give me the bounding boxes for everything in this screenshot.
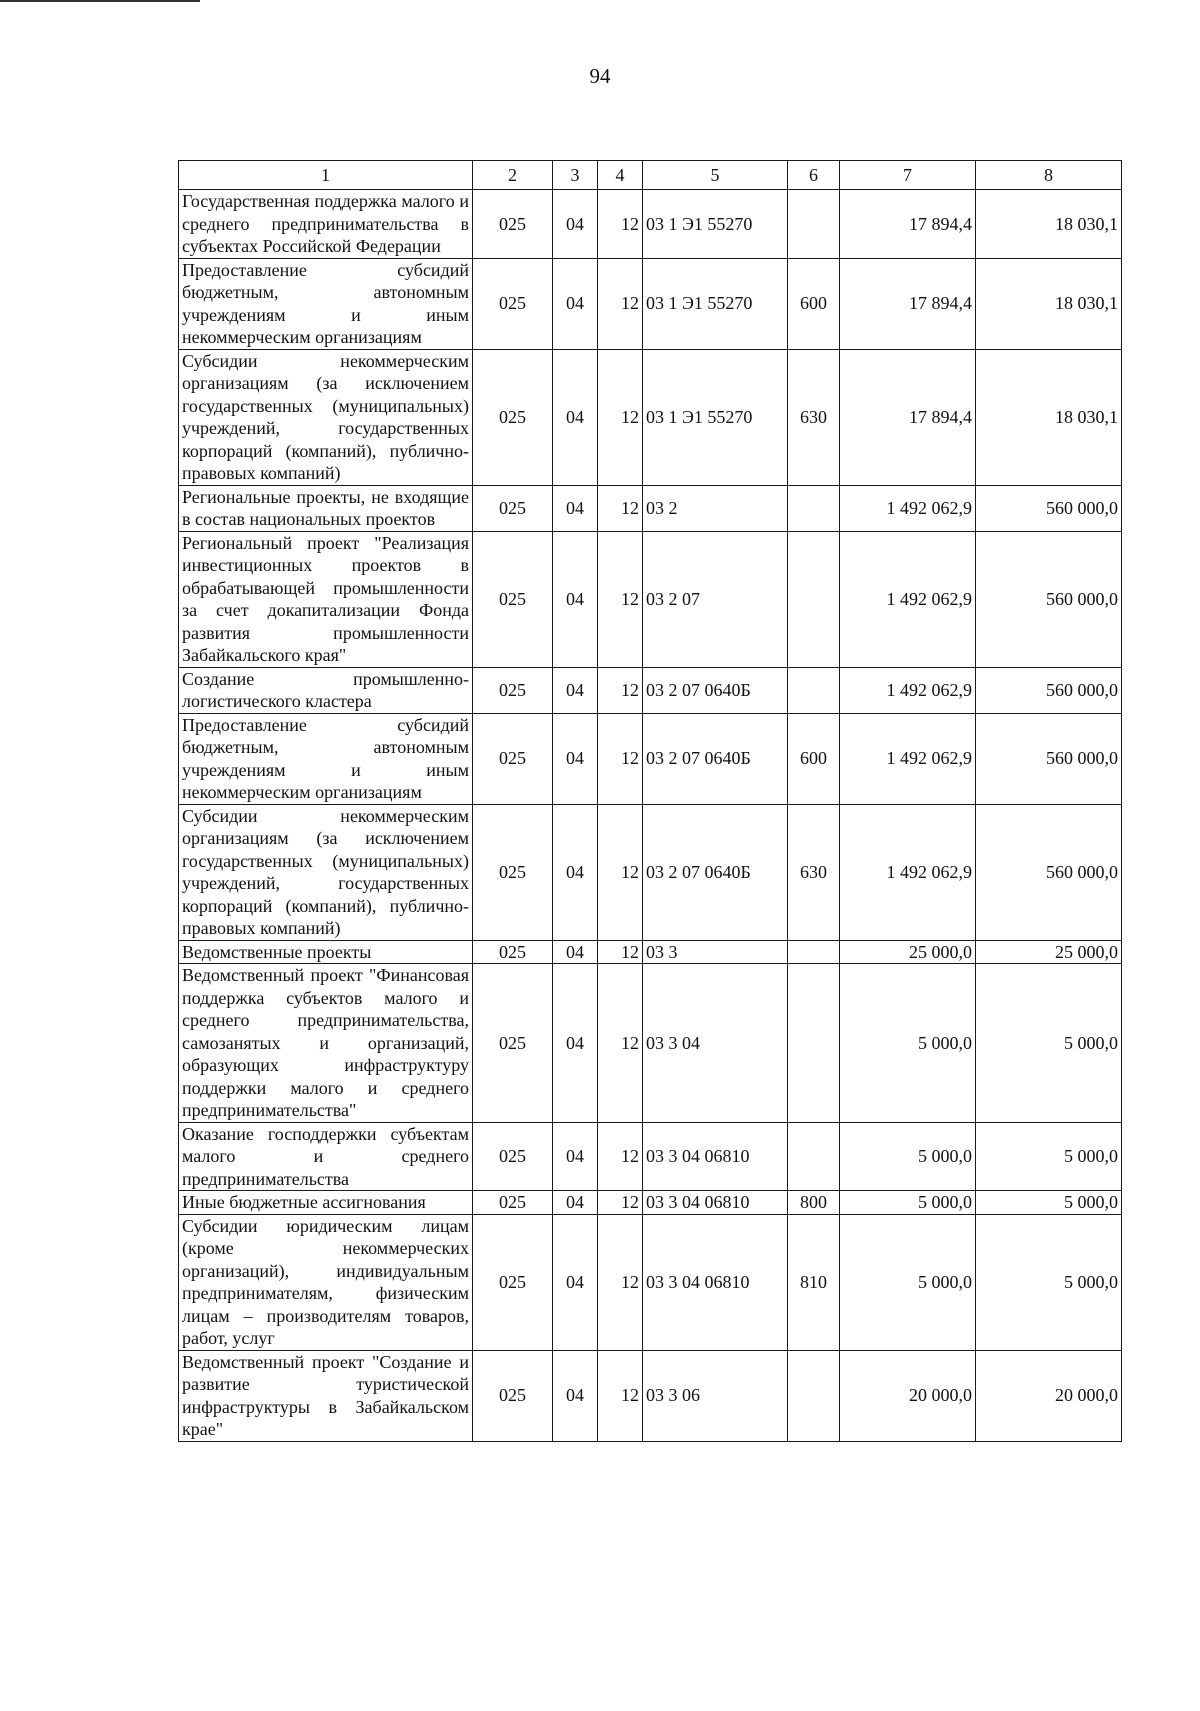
amount-cell: 5 000,0 [976, 1122, 1122, 1191]
target-article-cell: 03 1 Э1 55270 [643, 258, 788, 349]
amount-cell: 1 492 062,9 [840, 485, 976, 531]
target-article-cell: 03 3 04 06810 [643, 1214, 788, 1350]
section-cell: 04 [553, 349, 598, 485]
table-row [179, 258, 1122, 349]
row-name-cell: Создание промышленно-логистического кластера [179, 667, 473, 713]
column-header: 1 [179, 161, 473, 190]
scan-edge-line [0, 0, 200, 2]
section-cell: 04 [553, 940, 598, 964]
subsection-cell: 12 [598, 964, 643, 1123]
target-article-cell: 03 3 06 [643, 1350, 788, 1441]
section-cell: 04 [553, 258, 598, 349]
section-cell: 04 [553, 1350, 598, 1441]
expense-type-cell: 630 [788, 804, 840, 940]
budget-table [178, 160, 1122, 1442]
subsection-cell: 12 [598, 1214, 643, 1350]
table-row [179, 349, 1122, 485]
amount-cell: 560 000,0 [976, 713, 1122, 804]
section-cell: 04 [553, 667, 598, 713]
section-cell: 04 [553, 964, 598, 1123]
target-article-cell: 03 3 04 06810 [643, 1122, 788, 1191]
target-article-cell: 03 2 07 [643, 531, 788, 667]
column-header: 4 [598, 161, 643, 190]
expense-type-cell: 810 [788, 1214, 840, 1350]
expense-type-cell [788, 964, 840, 1123]
amount-cell: 18 030,1 [976, 190, 1122, 259]
amount-cell: 560 000,0 [976, 667, 1122, 713]
subsection-cell: 12 [598, 190, 643, 259]
table-row [179, 531, 1122, 667]
column-header: 3 [553, 161, 598, 190]
amount-cell: 18 030,1 [976, 349, 1122, 485]
amount-cell: 560 000,0 [976, 485, 1122, 531]
section-cell: 04 [553, 713, 598, 804]
subsection-cell: 12 [598, 258, 643, 349]
amount-cell: 1 492 062,9 [840, 804, 976, 940]
row-name-cell: Государственная поддержка малого и среднего предпринимательства в субъектах Российской Федерации [179, 190, 473, 259]
header-row [179, 161, 1122, 190]
row-name-cell: Субсидии некоммерческим организациям (за исключением государственных (муниципальных) учреждений, государственных корпораций (компаний), публично-правовых компаний) [179, 804, 473, 940]
target-article-cell: 03 3 [643, 940, 788, 964]
amount-cell: 5 000,0 [976, 1191, 1122, 1215]
row-name-cell: Региональные проекты, не входящие в состав национальных проектов [179, 485, 473, 531]
row-name-cell: Субсидии некоммерческим организациям (за исключением государственных (муниципальных) учреждений, государственных корпораций (компаний), публично-правовых компаний) [179, 349, 473, 485]
amount-cell: 5 000,0 [976, 1214, 1122, 1350]
code-cell: 025 [473, 258, 553, 349]
amount-cell: 1 492 062,9 [840, 667, 976, 713]
table-row [179, 190, 1122, 259]
code-cell: 025 [473, 713, 553, 804]
target-article-cell: 03 1 Э1 55270 [643, 190, 788, 259]
target-article-cell: 03 2 [643, 485, 788, 531]
section-cell: 04 [553, 485, 598, 531]
expense-type-cell: 800 [788, 1191, 840, 1215]
subsection-cell: 12 [598, 667, 643, 713]
column-header: 5 [643, 161, 788, 190]
amount-cell: 5 000,0 [976, 964, 1122, 1123]
code-cell: 025 [473, 940, 553, 964]
subsection-cell: 12 [598, 531, 643, 667]
table-row [179, 1122, 1122, 1191]
row-name-cell: Ведомственный проект "Финансовая поддержка субъектов малого и среднего предпринимательства, самозанятых и организаций, образующих инфраструктуру поддержки малого и среднего предпринимательства" [179, 964, 473, 1123]
row-name-cell: Ведомственные проекты [179, 940, 473, 964]
subsection-cell: 12 [598, 349, 643, 485]
row-name-cell: Ведомственный проект "Создание и развитие туристической инфраструктуры в Забайкальском крае" [179, 1350, 473, 1441]
table-row [179, 1350, 1122, 1441]
code-cell: 025 [473, 1191, 553, 1215]
amount-cell: 20 000,0 [976, 1350, 1122, 1441]
amount-cell: 560 000,0 [976, 804, 1122, 940]
expense-type-cell: 600 [788, 258, 840, 349]
subsection-cell: 12 [598, 1191, 643, 1215]
table-row [179, 1191, 1122, 1215]
subsection-cell: 12 [598, 485, 643, 531]
target-article-cell: 03 3 04 06810 [643, 1191, 788, 1215]
row-name-cell: Предоставление субсидий бюджетным, автономным учреждениям и иным некоммерческим организациям [179, 713, 473, 804]
section-cell: 04 [553, 1191, 598, 1215]
expense-type-cell [788, 940, 840, 964]
amount-cell: 25 000,0 [976, 940, 1122, 964]
code-cell: 025 [473, 1214, 553, 1350]
code-cell: 025 [473, 1122, 553, 1191]
subsection-cell: 12 [598, 804, 643, 940]
amount-cell: 17 894,4 [840, 349, 976, 485]
code-cell: 025 [473, 1350, 553, 1441]
column-header: 8 [976, 161, 1122, 190]
amount-cell: 5 000,0 [840, 1214, 976, 1350]
target-article-cell: 03 2 07 0640Б [643, 804, 788, 940]
amount-cell: 1 492 062,9 [840, 531, 976, 667]
table-row [179, 485, 1122, 531]
column-header: 6 [788, 161, 840, 190]
expense-type-cell: 630 [788, 349, 840, 485]
table-row [179, 964, 1122, 1123]
code-cell: 025 [473, 804, 553, 940]
amount-cell: 560 000,0 [976, 531, 1122, 667]
subsection-cell: 12 [598, 1122, 643, 1191]
column-header: 2 [473, 161, 553, 190]
column-header: 7 [840, 161, 976, 190]
code-cell: 025 [473, 531, 553, 667]
code-cell: 025 [473, 349, 553, 485]
expense-type-cell [788, 667, 840, 713]
expense-type-cell [788, 1122, 840, 1191]
amount-cell: 5 000,0 [840, 1191, 976, 1215]
expense-type-cell [788, 1350, 840, 1441]
subsection-cell: 12 [598, 1350, 643, 1441]
table-row [179, 804, 1122, 940]
section-cell: 04 [553, 1214, 598, 1350]
page-number: 94 [589, 64, 611, 88]
subsection-cell: 12 [598, 940, 643, 964]
row-name-cell: Региональный проект "Реализация инвестиционных проектов в обрабатывающей промышленности за счет докапитализации Фонда развития промышленности Забайкальского края" [179, 531, 473, 667]
table-row [179, 1214, 1122, 1350]
expense-type-cell [788, 531, 840, 667]
target-article-cell: 03 2 07 0640Б [643, 667, 788, 713]
code-cell: 025 [473, 667, 553, 713]
amount-cell: 20 000,0 [840, 1350, 976, 1441]
amount-cell: 5 000,0 [840, 1122, 976, 1191]
amount-cell: 1 492 062,9 [840, 713, 976, 804]
table-row [179, 940, 1122, 964]
expense-type-cell [788, 190, 840, 259]
amount-cell: 17 894,4 [840, 190, 976, 259]
amount-cell: 18 030,1 [976, 258, 1122, 349]
expense-type-cell: 600 [788, 713, 840, 804]
target-article-cell: 03 3 04 [643, 964, 788, 1123]
amount-cell: 17 894,4 [840, 258, 976, 349]
row-name-cell: Субсидии юридическим лицам (кроме некоммерческих организаций), индивидуальным предпринимателям, физическим лицам – производителям товаров, работ, услуг [179, 1214, 473, 1350]
row-name-cell: Иные бюджетные ассигнования [179, 1191, 473, 1215]
table-row [179, 667, 1122, 713]
code-cell: 025 [473, 190, 553, 259]
target-article-cell: 03 2 07 0640Б [643, 713, 788, 804]
target-article-cell: 03 1 Э1 55270 [643, 349, 788, 485]
table-row [179, 713, 1122, 804]
section-cell: 04 [553, 190, 598, 259]
amount-cell: 5 000,0 [840, 964, 976, 1123]
row-name-cell: Предоставление субсидий бюджетным, автономным учреждениям и иным некоммерческим организациям [179, 258, 473, 349]
section-cell: 04 [553, 531, 598, 667]
expense-type-cell [788, 485, 840, 531]
row-name-cell: Оказание господдержки субъектам малого и среднего предпринимательства [179, 1122, 473, 1191]
code-cell: 025 [473, 964, 553, 1123]
section-cell: 04 [553, 1122, 598, 1191]
subsection-cell: 12 [598, 713, 643, 804]
code-cell: 025 [473, 485, 553, 531]
section-cell: 04 [553, 804, 598, 940]
amount-cell: 25 000,0 [840, 940, 976, 964]
